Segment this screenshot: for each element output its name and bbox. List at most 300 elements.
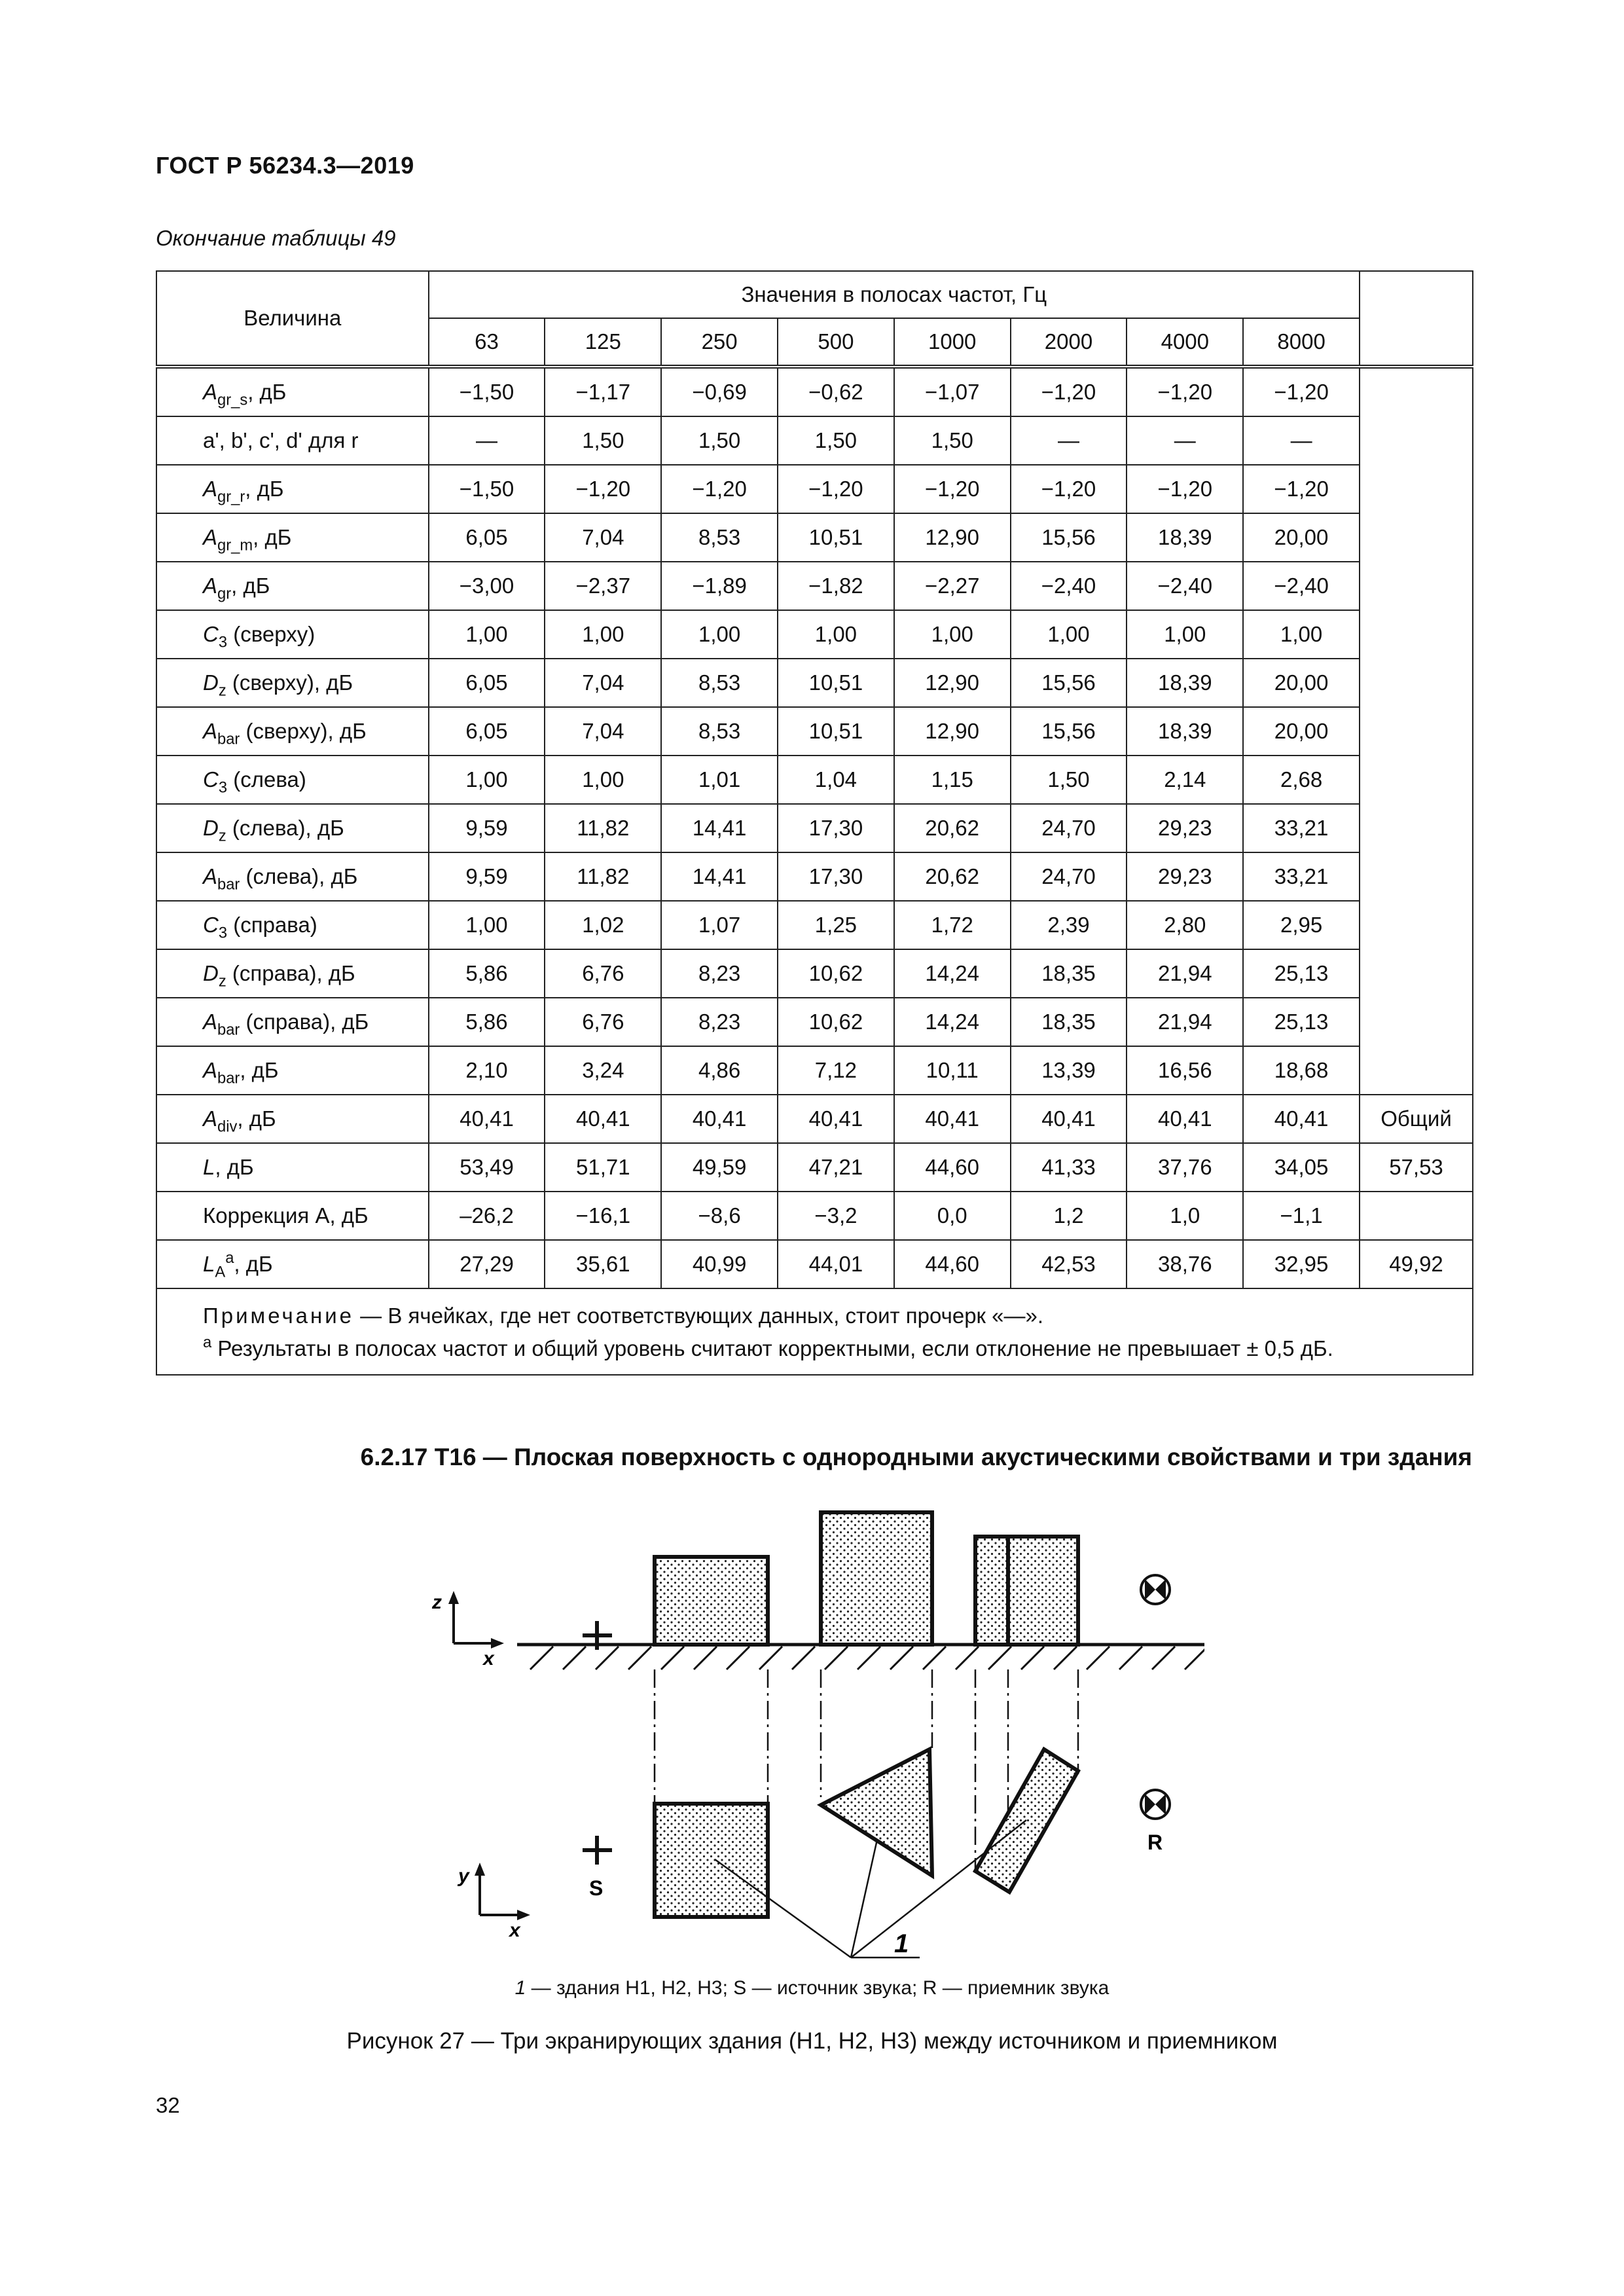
table-cell: 6,05 — [429, 707, 545, 756]
footnote-mark: а — [203, 1333, 212, 1351]
table-row — [156, 852, 1473, 901]
table-cell: 40,41 — [661, 1095, 778, 1143]
table-cell: −2,40 — [1243, 562, 1360, 610]
table-cell: 10,11 — [894, 1046, 1011, 1095]
figure-27 — [0, 1473, 1624, 1977]
table-cell: 7,04 — [545, 707, 661, 756]
table-cell: 1,00 — [778, 610, 894, 659]
table-cell-total: Общий — [1360, 1095, 1473, 1143]
figure-legend — [0, 1977, 1624, 1999]
table-cell: — — [1127, 416, 1243, 465]
table-cell-total — [1360, 1046, 1473, 1095]
table-row — [156, 949, 1473, 998]
row-subscript: 3 — [218, 924, 228, 942]
table-cell: 42,53 — [1011, 1240, 1127, 1288]
row-label — [156, 756, 429, 804]
table-cell: 40,41 — [1243, 1095, 1360, 1143]
row-label — [156, 1192, 429, 1240]
table-cell: 1,01 — [661, 756, 778, 804]
table-cell: 40,41 — [429, 1095, 545, 1143]
table-cell: 17,30 — [778, 852, 894, 901]
table-cell: 8,53 — [661, 659, 778, 707]
table-cell: 21,94 — [1127, 998, 1243, 1046]
row-symbol: A — [203, 1106, 218, 1131]
row-symbol: A — [203, 719, 218, 743]
row-label — [156, 367, 429, 416]
table-cell: 17,30 — [778, 804, 894, 852]
table-cell: 7,12 — [778, 1046, 894, 1095]
table-cell: −2,27 — [894, 562, 1011, 610]
row-symbol: D — [203, 816, 219, 840]
data-table — [156, 270, 1473, 1376]
table-cell: 24,70 — [1011, 852, 1127, 901]
table-cell: 1,00 — [1011, 610, 1127, 659]
table-row — [156, 513, 1473, 562]
header-frequency-2000: 2000 — [1011, 318, 1127, 367]
table-cell: 18,39 — [1127, 513, 1243, 562]
table-cell: −1,17 — [545, 367, 661, 416]
table-cell: 2,39 — [1011, 901, 1127, 949]
building-h1-plan — [655, 1804, 768, 1917]
table-cell: −3,2 — [778, 1192, 894, 1240]
note-text: — В ячейках, где нет соответствующих данных, стоит прочерк «—». — [354, 1303, 1044, 1328]
table-row — [156, 998, 1473, 1046]
row-subscript: 3 — [218, 778, 228, 797]
table-cell: 1,00 — [661, 610, 778, 659]
table-cell: 1,50 — [894, 416, 1011, 465]
table-cell-total — [1360, 901, 1473, 949]
row-subscript: gr_r — [217, 488, 245, 506]
table-cell: −8,6 — [661, 1192, 778, 1240]
row-suffix: (сверху), дБ — [226, 670, 353, 695]
row-label — [156, 513, 429, 562]
table-cell-total — [1360, 465, 1473, 513]
table-cell: 33,21 — [1243, 852, 1360, 901]
table-cell-total: 57,53 — [1360, 1143, 1473, 1192]
table-cell: 9,59 — [429, 804, 545, 852]
receiver-label: R — [1147, 1831, 1163, 1854]
table-caption: Окончание таблицы 49 — [156, 226, 396, 250]
table-cell-total — [1360, 756, 1473, 804]
table-cell: 15,56 — [1011, 707, 1127, 756]
table-cell-total — [1360, 610, 1473, 659]
table-row — [156, 804, 1473, 852]
table-cell: 2,95 — [1243, 901, 1360, 949]
table-cell: 18,39 — [1127, 659, 1243, 707]
row-symbol: D — [203, 961, 219, 985]
table-cell: 7,04 — [545, 513, 661, 562]
table-row — [156, 1143, 1473, 1192]
row-subscript: gr — [217, 585, 232, 603]
row-symbol: Коррекция А, дБ — [203, 1203, 369, 1228]
table-cell: — — [1011, 416, 1127, 465]
building-h1-elevation — [655, 1557, 768, 1645]
table-cell: 37,76 — [1127, 1143, 1243, 1192]
table-cell: 2,80 — [1127, 901, 1243, 949]
row-symbol: a', b', c', d' для r — [203, 428, 359, 452]
table-cell: 18,68 — [1243, 1046, 1360, 1095]
table-row — [156, 416, 1473, 465]
table-cell: −0,62 — [778, 367, 894, 416]
table-cell: 1,0 — [1127, 1192, 1243, 1240]
table-cell: −1,1 — [1243, 1192, 1360, 1240]
table-cell: 2,10 — [429, 1046, 545, 1095]
table-cell: −1,50 — [429, 367, 545, 416]
table-cell-total: 49,92 — [1360, 1240, 1473, 1288]
row-suffix: , дБ — [215, 1155, 254, 1179]
row-label — [156, 1095, 429, 1143]
table-cell: −0,69 — [661, 367, 778, 416]
table-cell: 13,39 — [1011, 1046, 1127, 1095]
table-cell: 33,21 — [1243, 804, 1360, 852]
table-cell: 34,05 — [1243, 1143, 1360, 1192]
table-cell: −1,20 — [1243, 367, 1360, 416]
table-cell: 1,02 — [545, 901, 661, 949]
table-row — [156, 1046, 1473, 1095]
table-cell: 7,04 — [545, 659, 661, 707]
table-cell: — — [1243, 416, 1360, 465]
row-label — [156, 901, 429, 949]
table-cell: 1,00 — [894, 610, 1011, 659]
table-cell-total — [1360, 416, 1473, 465]
axis-z-label: z — [432, 1592, 442, 1613]
row-suffix: , дБ — [237, 1106, 276, 1131]
axis-x-label-bottom: x — [509, 1920, 520, 1941]
table-cell: −2,37 — [545, 562, 661, 610]
table-cell: 6,76 — [545, 998, 661, 1046]
table-cell: 20,00 — [1243, 513, 1360, 562]
table-cell: −1,20 — [894, 465, 1011, 513]
header-frequency-group: Значения в полосах частот, Гц — [429, 271, 1360, 318]
header-frequency-63: 63 — [429, 318, 545, 367]
row-suffix: (слева) — [227, 767, 306, 792]
row-label — [156, 949, 429, 998]
row-label — [156, 416, 429, 465]
table-cell: 1,50 — [1011, 756, 1127, 804]
table-cell: 6,05 — [429, 659, 545, 707]
header-frequency-4000: 4000 — [1127, 318, 1243, 367]
table-cell: 10,62 — [778, 949, 894, 998]
table-row — [156, 756, 1473, 804]
row-subscript: bar — [217, 1069, 240, 1087]
row-subscript: bar — [217, 1021, 240, 1039]
row-subscript: div — [217, 1118, 238, 1136]
table-cell: −3,00 — [429, 562, 545, 610]
table-cell: −1,20 — [545, 465, 661, 513]
header-frequency-125: 125 — [545, 318, 661, 367]
row-subscript: bar — [217, 730, 240, 748]
table-cell: 1,25 — [778, 901, 894, 949]
table-cell: 20,62 — [894, 804, 1011, 852]
table-cell: 11,82 — [545, 804, 661, 852]
table-cell: 12,90 — [894, 659, 1011, 707]
table-cell: 1,07 — [661, 901, 778, 949]
table-cell: 20,00 — [1243, 659, 1360, 707]
table-cell: 1,00 — [429, 610, 545, 659]
axis-y-label: y — [458, 1865, 469, 1887]
table-cell: — — [429, 416, 545, 465]
row-label — [156, 852, 429, 901]
table-cell: 27,29 — [429, 1240, 545, 1288]
table-cell: 10,51 — [778, 707, 894, 756]
row-suffix: , дБ — [234, 1252, 273, 1276]
page-number: 32 — [156, 2093, 180, 2117]
table-cell: 14,24 — [894, 949, 1011, 998]
table-cell: 40,41 — [1011, 1095, 1127, 1143]
row-symbol: C — [203, 767, 219, 792]
row-subscript: z — [218, 972, 226, 991]
row-symbol: D — [203, 670, 219, 695]
table-cell: 1,2 — [1011, 1192, 1127, 1240]
row-subscript: z — [218, 827, 226, 845]
table-cell-total — [1360, 1192, 1473, 1240]
table-cell: −1,20 — [1243, 465, 1360, 513]
building-h2-elevation — [821, 1512, 932, 1645]
row-symbol: L — [203, 1155, 215, 1179]
source-label: S — [589, 1876, 604, 1900]
table-cell: 14,24 — [894, 998, 1011, 1046]
table-cell: 38,76 — [1127, 1240, 1243, 1288]
header-quantity: Величина — [156, 271, 429, 367]
row-symbol: A — [203, 525, 218, 549]
table-cell: 29,23 — [1127, 852, 1243, 901]
table-row — [156, 367, 1473, 416]
table-cell: 2,14 — [1127, 756, 1243, 804]
table-row — [156, 659, 1473, 707]
building-h3-elevation — [975, 1537, 1078, 1645]
table-cell: −1,20 — [1127, 367, 1243, 416]
table-cell: 49,59 — [661, 1143, 778, 1192]
table-cell-total — [1360, 513, 1473, 562]
table-cell: 29,23 — [1127, 804, 1243, 852]
row-label — [156, 1143, 429, 1192]
header-frequency-500: 500 — [778, 318, 894, 367]
table-cell: 12,90 — [894, 513, 1011, 562]
table-cell: 1,04 — [778, 756, 894, 804]
table-cell: 35,61 — [545, 1240, 661, 1288]
row-superscript: а — [225, 1248, 234, 1267]
legend-number: 1 — [514, 1977, 526, 1999]
table-cell: 20,00 — [1243, 707, 1360, 756]
receiver-icon-plan — [1141, 1790, 1170, 1819]
row-symbol: C — [203, 622, 219, 646]
table-cell: 25,13 — [1243, 998, 1360, 1046]
table-row — [156, 1240, 1473, 1288]
table-cell: 14,41 — [661, 804, 778, 852]
building-h2-plan — [821, 1749, 932, 1876]
table-cell: 10,51 — [778, 513, 894, 562]
row-label — [156, 465, 429, 513]
table-cell: 5,86 — [429, 998, 545, 1046]
receiver-icon — [1141, 1575, 1170, 1604]
table-cell-total — [1360, 659, 1473, 707]
document-header: ГОСТ Р 56234.3—2019 — [156, 152, 414, 179]
table-cell: 6,05 — [429, 513, 545, 562]
table-row — [156, 1192, 1473, 1240]
row-subscript: 3 — [218, 633, 228, 651]
header-frequency-8000: 8000 — [1243, 318, 1360, 367]
table-cell: 1,50 — [545, 416, 661, 465]
table-cell: 1,72 — [894, 901, 1011, 949]
row-label — [156, 659, 429, 707]
table-cell: 8,53 — [661, 707, 778, 756]
table-cell: 2,68 — [1243, 756, 1360, 804]
row-subscript: gr_s — [217, 391, 248, 409]
table-cell: 1,00 — [1243, 610, 1360, 659]
row-suffix: (слева), дБ — [226, 816, 344, 840]
row-symbol: L — [203, 1252, 215, 1276]
table-cell: 40,99 — [661, 1240, 778, 1288]
note-word: Примечание — [203, 1303, 355, 1328]
table-row — [156, 1095, 1473, 1143]
row-symbol: A — [203, 864, 218, 888]
row-suffix: (справа), дБ — [240, 1010, 369, 1034]
table-cell: 10,62 — [778, 998, 894, 1046]
table-cell: 1,15 — [894, 756, 1011, 804]
table-cell: 24,70 — [1011, 804, 1127, 852]
table-row — [156, 901, 1473, 949]
table-cell: −1,50 — [429, 465, 545, 513]
table-row — [156, 707, 1473, 756]
axis-x-label-top: x — [483, 1648, 494, 1669]
table-cell: –26,2 — [429, 1192, 545, 1240]
buildings-label: 1 — [894, 1929, 909, 1958]
table-row — [156, 610, 1473, 659]
row-suffix: , дБ — [253, 525, 292, 549]
table-cell: 10,51 — [778, 659, 894, 707]
table-cell: 14,41 — [661, 852, 778, 901]
table-cell: 18,39 — [1127, 707, 1243, 756]
table-cell: 40,41 — [894, 1095, 1011, 1143]
row-suffix: (сверху) — [227, 622, 316, 646]
row-subscript: A — [215, 1263, 226, 1281]
table-cell: 8,23 — [661, 949, 778, 998]
table-cell: 15,56 — [1011, 659, 1127, 707]
table-cell: 40,41 — [545, 1095, 661, 1143]
table-cell: −1,89 — [661, 562, 778, 610]
table-cell: 5,86 — [429, 949, 545, 998]
table-cell: 3,24 — [545, 1046, 661, 1095]
row-suffix: (сверху), дБ — [240, 719, 367, 743]
table-cell: 1,00 — [429, 756, 545, 804]
table-cell: −16,1 — [545, 1192, 661, 1240]
table-cell: 51,71 — [545, 1143, 661, 1192]
row-label — [156, 707, 429, 756]
table-cell: 1,00 — [429, 901, 545, 949]
table-cell: −1,82 — [778, 562, 894, 610]
row-suffix: , дБ — [240, 1058, 279, 1082]
table-cell: 15,56 — [1011, 513, 1127, 562]
section-title: 6.2.17 Т16 — Плоская поверхность с однородными акустическими свойствами и три здания — [360, 1444, 1472, 1470]
table-cell: −1,20 — [661, 465, 778, 513]
table-cell: −2,40 — [1011, 562, 1127, 610]
table-cell: 25,13 — [1243, 949, 1360, 998]
header-empty — [1360, 271, 1473, 367]
header-frequency-250: 250 — [661, 318, 778, 367]
row-suffix: , дБ — [245, 477, 284, 501]
table-cell: −2,40 — [1127, 562, 1243, 610]
table-cell: 40,41 — [1127, 1095, 1243, 1143]
table-cell: 6,76 — [545, 949, 661, 998]
header-frequency-1000: 1000 — [894, 318, 1011, 367]
row-label — [156, 804, 429, 852]
table-cell: 8,53 — [661, 513, 778, 562]
figure-caption: Рисунок 27 — Три экранирующих здания (Н1, Н2, Н3) между источником и приемником — [346, 2028, 1278, 2054]
table-cell: 0,0 — [894, 1192, 1011, 1240]
row-label — [156, 998, 429, 1046]
table-cell-total — [1360, 367, 1473, 416]
table-cell: 53,49 — [429, 1143, 545, 1192]
table-cell: −1,20 — [1127, 465, 1243, 513]
table-cell: 47,21 — [778, 1143, 894, 1192]
row-symbol: A — [203, 380, 218, 404]
table-cell: 18,35 — [1011, 998, 1127, 1046]
table-cell: 8,23 — [661, 998, 778, 1046]
footnote-text: Результаты в полосах частот и общий уровень считают корректными, если отклонение не превышает ± 0,5 дБ. — [211, 1336, 1333, 1360]
table-cell: 40,41 — [778, 1095, 894, 1143]
table-cell-total — [1360, 804, 1473, 852]
table-cell: 1,50 — [661, 416, 778, 465]
table-cell-total — [1360, 562, 1473, 610]
ground-hatch — [530, 1647, 1208, 1669]
row-label — [156, 1240, 429, 1288]
row-label — [156, 562, 429, 610]
table-cell: 11,82 — [545, 852, 661, 901]
table-row — [156, 562, 1473, 610]
table-cell: −1,20 — [1011, 367, 1127, 416]
plan-view — [457, 1749, 1170, 1958]
table-cell: 4,86 — [661, 1046, 778, 1095]
table-cell: 1,50 — [778, 416, 894, 465]
table-cell: 20,62 — [894, 852, 1011, 901]
table-cell: −1,20 — [1011, 465, 1127, 513]
table-cell: 1,00 — [545, 756, 661, 804]
table-cell: 1,00 — [545, 610, 661, 659]
row-symbol: C — [203, 913, 219, 937]
table-cell-total — [1360, 998, 1473, 1046]
row-label — [156, 1046, 429, 1095]
table-cell: 18,35 — [1011, 949, 1127, 998]
table-cell: 12,90 — [894, 707, 1011, 756]
table-cell: −1,07 — [894, 367, 1011, 416]
row-suffix: (справа), дБ — [226, 961, 355, 985]
row-symbol: A — [203, 477, 218, 501]
table-cell-total — [1360, 707, 1473, 756]
table-cell-total — [1360, 949, 1473, 998]
row-label — [156, 610, 429, 659]
row-suffix: (слева), дБ — [240, 864, 358, 888]
row-subscript: z — [218, 682, 226, 700]
table-cell: 1,00 — [1127, 610, 1243, 659]
table-note — [156, 1288, 1473, 1375]
legend-text: — здания Н1, Н2, Н3; S — источник звука; R — приемник звука — [526, 1977, 1110, 1999]
table-cell: 9,59 — [429, 852, 545, 901]
table-cell: 44,60 — [894, 1143, 1011, 1192]
row-suffix: (справа) — [227, 913, 317, 937]
table-row — [156, 465, 1473, 513]
row-symbol: A — [203, 1010, 218, 1034]
table-cell: 32,95 — [1243, 1240, 1360, 1288]
table-cell: 44,60 — [894, 1240, 1011, 1288]
table-cell: 41,33 — [1011, 1143, 1127, 1192]
table-cell: 16,56 — [1127, 1046, 1243, 1095]
elevation-view — [431, 1512, 1208, 1669]
row-subscript: bar — [217, 875, 240, 894]
table-cell: 21,94 — [1127, 949, 1243, 998]
table-cell-total — [1360, 852, 1473, 901]
row-suffix: , дБ — [231, 574, 270, 598]
table-cell: −1,20 — [778, 465, 894, 513]
